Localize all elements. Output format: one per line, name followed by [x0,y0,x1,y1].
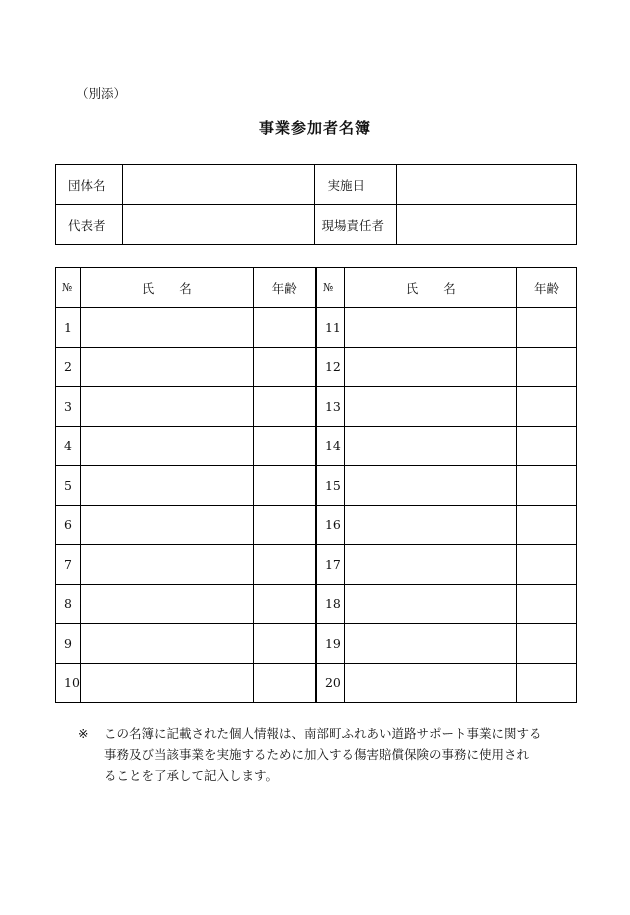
age-field[interactable] [253,624,316,664]
name-field[interactable] [80,663,253,703]
name-field[interactable] [80,347,253,387]
name-field[interactable] [345,624,517,664]
header-no-left: № [56,268,81,308]
age-field[interactable] [517,466,577,506]
site-manager-field[interactable] [397,205,577,245]
row-number: 13 [316,387,345,427]
group-name-label: 団体名 [56,165,123,205]
row-number: 15 [316,466,345,506]
age-field[interactable] [253,308,316,348]
group-name-field[interactable] [122,165,315,205]
age-field[interactable] [517,545,577,585]
note-line: ることを了承して記入します。 [104,768,279,783]
annex-label: （別添） [76,86,127,101]
age-field[interactable] [253,505,316,545]
age-field[interactable] [253,387,316,427]
name-field[interactable] [80,545,253,585]
roster-row [56,426,577,466]
age-field[interactable] [253,426,316,466]
row-number: 10 [56,663,81,703]
row-number: 6 [56,505,81,545]
row-number: 19 [316,624,345,664]
roster-row [56,545,577,585]
row-number: 18 [316,584,345,624]
roster-row [56,505,577,545]
roster-row [56,308,577,348]
page-title: 事業参加者名簿 [258,119,371,137]
name-field[interactable] [345,466,517,506]
age-field[interactable] [517,663,577,703]
row-number: 12 [316,347,345,387]
name-field[interactable] [80,505,253,545]
note-line: 事務及び当該事業を実施するために加入する傷害賠償保険の事務に使用され [104,747,530,762]
row-number: 17 [316,545,345,585]
roster-row [56,347,577,387]
header-no-right: № [316,268,345,308]
name-field[interactable] [345,426,517,466]
name-field[interactable] [80,584,253,624]
row-number: 14 [316,426,345,466]
representative-field[interactable] [122,205,315,245]
row-number: 4 [56,426,81,466]
age-field[interactable] [253,663,316,703]
note-line: この名簿に記載された個人情報は、南部町ふれあい道路サポート事業に関する [104,726,542,741]
name-field[interactable] [345,584,517,624]
roster-row [56,387,577,427]
name-field[interactable] [80,624,253,664]
age-field[interactable] [517,624,577,664]
name-field[interactable] [80,308,253,348]
representative-label: 代表者 [56,205,123,245]
row-number: 20 [316,663,345,703]
age-field[interactable] [517,308,577,348]
roster-row [56,466,577,506]
name-field[interactable] [80,426,253,466]
roster-row [56,663,577,703]
header-age-right: 年齢 [517,268,577,308]
name-field[interactable] [345,545,517,585]
row-number: 16 [316,505,345,545]
roster-row [56,624,577,664]
age-field[interactable] [517,347,577,387]
age-field[interactable] [253,466,316,506]
name-field[interactable] [80,466,253,506]
age-field[interactable] [253,545,316,585]
row-number: 5 [56,466,81,506]
name-field[interactable] [345,308,517,348]
name-field[interactable] [345,663,517,703]
participant-roster-table [55,267,577,703]
name-field[interactable] [345,387,517,427]
name-field[interactable] [345,347,517,387]
name-field[interactable] [345,505,517,545]
age-field[interactable] [517,387,577,427]
event-date-label: 実施日 [315,165,397,205]
header-age-left: 年齢 [253,268,316,308]
row-number: 2 [56,347,81,387]
name-field[interactable] [80,387,253,427]
row-number: 11 [316,308,345,348]
row-number: 9 [56,624,81,664]
row-number: 8 [56,584,81,624]
row-number: 3 [56,387,81,427]
row-number: 1 [56,308,81,348]
roster-row [56,584,577,624]
note-mark: ※ [78,726,89,741]
age-field[interactable] [517,426,577,466]
group-info-table [55,164,577,245]
row-number: 7 [56,545,81,585]
age-field[interactable] [253,584,316,624]
site-manager-label: 現場責任者 [315,205,397,245]
age-field[interactable] [517,505,577,545]
age-field[interactable] [253,347,316,387]
age-field[interactable] [517,584,577,624]
header-name-right: 氏 名 [345,268,517,308]
event-date-field[interactable] [397,165,577,205]
header-name-left: 氏 名 [80,268,253,308]
